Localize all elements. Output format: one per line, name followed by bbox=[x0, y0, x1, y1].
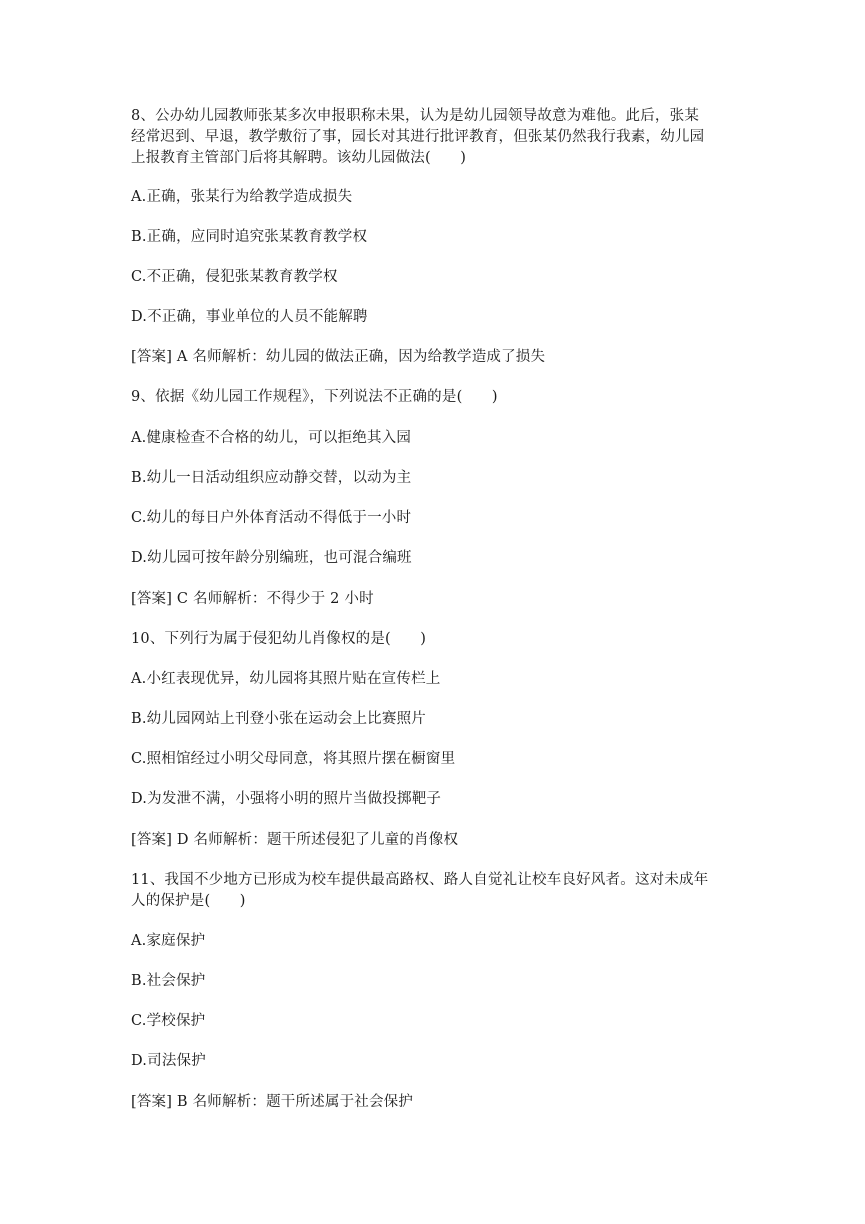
option-a: A.正确，张某行为给教学造成损失 bbox=[131, 189, 353, 205]
question-stem-line: 11、我国不少地方已形成为校车提供最高路权、路人自觉礼让校车良好风者。这对未成年 bbox=[131, 872, 709, 888]
option-b: B.社会保护 bbox=[131, 973, 206, 989]
question-stem-line: 上报教育主管部门后将其解聘。该幼儿园做法( ) bbox=[131, 150, 467, 166]
question-stem-line: 9、依据《幼儿园工作规程》，下列说法不正确的是( ) bbox=[131, 389, 498, 405]
answer-explanation: [答案] A 名师解析：幼儿园的做法正确，因为给教学造成了损失 bbox=[131, 349, 546, 365]
option-d: D.司法保护 bbox=[131, 1053, 206, 1069]
option-c: C.照相馆经过小明父母同意，将其照片摆在橱窗里 bbox=[131, 751, 456, 767]
option-a: A.健康检查不合格的幼儿，可以拒绝其入园 bbox=[131, 430, 412, 446]
option-b: B.幼儿一日活动组织应动静交替，以动为主 bbox=[131, 470, 412, 486]
question-stem-line: 人的保护是( ) bbox=[131, 893, 246, 909]
option-a: A.家庭保护 bbox=[131, 933, 206, 949]
option-d: D.为发泄不满，小强将小明的照片当做投掷靶子 bbox=[131, 791, 442, 807]
option-d: D.不正确，事业单位的人员不能解聘 bbox=[131, 309, 368, 325]
question-stem-line: 经常迟到、早退，教学敷衍了事，园长对其进行批评教育，但张某仍然我行我素，幼儿园 bbox=[131, 129, 705, 145]
option-a: A.小红表现优异，幼儿园将其照片贴在宣传栏上 bbox=[131, 671, 441, 687]
question-stem-line: 8、公办幼儿园教师张某多次申报职称未果，认为是幼儿园领导故意为难他。此后，张某 bbox=[131, 108, 700, 124]
option-b: B.正确，应同时追究张某教育教学权 bbox=[131, 229, 368, 245]
answer-explanation: [答案] B 名师解析：题干所述属于社会保护 bbox=[131, 1094, 414, 1110]
option-b: B.幼儿园网站上刊登小张在运动会上比赛照片 bbox=[131, 711, 426, 727]
answer-explanation: [答案] D 名师解析：题干所述侵犯了儿童的肖像权 bbox=[131, 832, 459, 848]
option-c: C.幼儿的每日户外体育活动不得低于一小时 bbox=[131, 510, 412, 526]
option-c: C.学校保护 bbox=[131, 1013, 206, 1029]
option-c: C.不正确，侵犯张某教育教学权 bbox=[131, 269, 338, 285]
answer-explanation: [答案] C 名师解析：不得少于 2 小时 bbox=[131, 591, 374, 607]
option-d: D.幼儿园可按年龄分别编班，也可混合编班 bbox=[131, 550, 412, 566]
question-stem-line: 10、下列行为属于侵犯幼儿肖像权的是( ) bbox=[131, 631, 427, 647]
